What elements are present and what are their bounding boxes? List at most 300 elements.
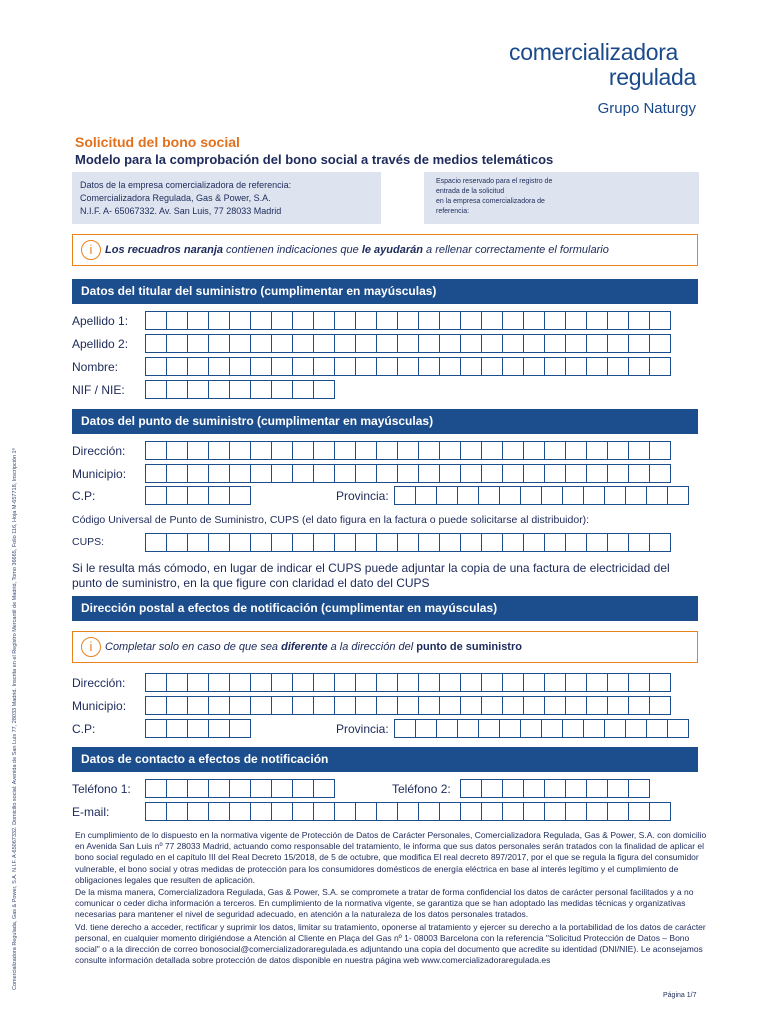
char-cell[interactable] [607, 311, 629, 330]
char-cell[interactable] [313, 673, 335, 692]
char-cell[interactable] [544, 673, 566, 692]
char-cell[interactable] [439, 533, 461, 552]
char-cell[interactable] [649, 334, 671, 353]
char-cell[interactable] [544, 533, 566, 552]
char-cell[interactable] [355, 533, 377, 552]
char-cell[interactable] [166, 357, 188, 376]
char-cell[interactable] [628, 357, 650, 376]
char-cell[interactable] [355, 802, 377, 821]
char-cell[interactable] [649, 802, 671, 821]
char-cell[interactable] [313, 696, 335, 715]
char-cell[interactable] [607, 464, 629, 483]
char-cell[interactable] [481, 533, 503, 552]
char-cell[interactable] [394, 486, 416, 505]
char-cell[interactable] [313, 357, 335, 376]
char-cell[interactable] [628, 696, 650, 715]
char-cell[interactable] [481, 334, 503, 353]
char-cell[interactable] [397, 311, 419, 330]
char-cell[interactable] [628, 334, 650, 353]
char-cell[interactable] [292, 311, 314, 330]
char-cell[interactable] [229, 673, 251, 692]
char-cell[interactable] [625, 486, 647, 505]
char-cell[interactable] [502, 441, 524, 460]
char-cell[interactable] [523, 334, 545, 353]
char-cell[interactable] [313, 380, 335, 399]
char-cell[interactable] [271, 673, 293, 692]
char-cell[interactable] [292, 334, 314, 353]
char-cell[interactable] [271, 334, 293, 353]
char-cell[interactable] [166, 486, 188, 505]
char-cell[interactable] [646, 486, 668, 505]
char-cell[interactable] [565, 533, 587, 552]
char-cell[interactable] [586, 696, 608, 715]
municipio-field[interactable] [145, 464, 671, 483]
char-cell[interactable] [460, 779, 482, 798]
char-cell[interactable] [355, 696, 377, 715]
char-cell[interactable] [376, 334, 398, 353]
char-cell[interactable] [418, 357, 440, 376]
char-cell[interactable] [460, 533, 482, 552]
char-cell[interactable] [439, 802, 461, 821]
char-cell[interactable] [292, 464, 314, 483]
char-cell[interactable] [250, 802, 272, 821]
char-cell[interactable] [397, 533, 419, 552]
char-cell[interactable] [145, 357, 167, 376]
char-cell[interactable] [271, 464, 293, 483]
char-cell[interactable] [418, 673, 440, 692]
char-cell[interactable] [418, 311, 440, 330]
char-cell[interactable] [562, 719, 584, 738]
char-cell[interactable] [208, 486, 230, 505]
char-cell[interactable] [187, 357, 209, 376]
char-cell[interactable] [481, 779, 503, 798]
char-cell[interactable] [625, 719, 647, 738]
char-cell[interactable] [457, 719, 479, 738]
char-cell[interactable] [544, 334, 566, 353]
char-cell[interactable] [460, 311, 482, 330]
char-cell[interactable] [397, 802, 419, 821]
char-cell[interactable] [166, 380, 188, 399]
char-cell[interactable] [586, 334, 608, 353]
char-cell[interactable] [541, 486, 563, 505]
char-cell[interactable] [544, 696, 566, 715]
char-cell[interactable] [250, 673, 272, 692]
char-cell[interactable] [208, 533, 230, 552]
apellido1-field[interactable] [145, 311, 671, 330]
char-cell[interactable] [565, 357, 587, 376]
char-cell[interactable] [439, 357, 461, 376]
char-cell[interactable] [628, 802, 650, 821]
char-cell[interactable] [229, 357, 251, 376]
char-cell[interactable] [376, 673, 398, 692]
char-cell[interactable] [187, 464, 209, 483]
char-cell[interactable] [418, 533, 440, 552]
char-cell[interactable] [334, 802, 356, 821]
char-cell[interactable] [439, 673, 461, 692]
char-cell[interactable] [334, 696, 356, 715]
char-cell[interactable] [187, 673, 209, 692]
char-cell[interactable] [565, 696, 587, 715]
char-cell[interactable] [313, 802, 335, 821]
char-cell[interactable] [583, 719, 605, 738]
char-cell[interactable] [355, 441, 377, 460]
char-cell[interactable] [355, 464, 377, 483]
char-cell[interactable] [502, 357, 524, 376]
char-cell[interactable] [229, 334, 251, 353]
char-cell[interactable] [292, 673, 314, 692]
char-cell[interactable] [502, 779, 524, 798]
char-cell[interactable] [208, 673, 230, 692]
char-cell[interactable] [523, 357, 545, 376]
char-cell[interactable] [628, 441, 650, 460]
char-cell[interactable] [166, 533, 188, 552]
char-cell[interactable] [394, 719, 416, 738]
char-cell[interactable] [250, 533, 272, 552]
char-cell[interactable] [565, 802, 587, 821]
direccion-field[interactable] [145, 441, 671, 460]
char-cell[interactable] [166, 779, 188, 798]
char-cell[interactable] [208, 334, 230, 353]
char-cell[interactable] [376, 696, 398, 715]
char-cell[interactable] [292, 357, 314, 376]
char-cell[interactable] [166, 719, 188, 738]
char-cell[interactable] [460, 357, 482, 376]
char-cell[interactable] [628, 533, 650, 552]
char-cell[interactable] [502, 533, 524, 552]
char-cell[interactable] [478, 486, 500, 505]
char-cell[interactable] [376, 311, 398, 330]
char-cell[interactable] [586, 533, 608, 552]
char-cell[interactable] [250, 311, 272, 330]
char-cell[interactable] [334, 334, 356, 353]
char-cell[interactable] [229, 486, 251, 505]
char-cell[interactable] [313, 441, 335, 460]
char-cell[interactable] [544, 311, 566, 330]
char-cell[interactable] [271, 380, 293, 399]
char-cell[interactable] [355, 673, 377, 692]
char-cell[interactable] [292, 533, 314, 552]
char-cell[interactable] [145, 719, 167, 738]
char-cell[interactable] [292, 441, 314, 460]
char-cell[interactable] [607, 441, 629, 460]
char-cell[interactable] [565, 441, 587, 460]
char-cell[interactable] [145, 334, 167, 353]
char-cell[interactable] [586, 673, 608, 692]
char-cell[interactable] [376, 802, 398, 821]
char-cell[interactable] [523, 464, 545, 483]
char-cell[interactable] [415, 486, 437, 505]
char-cell[interactable] [586, 464, 608, 483]
char-cell[interactable] [334, 533, 356, 552]
char-cell[interactable] [418, 334, 440, 353]
char-cell[interactable] [166, 673, 188, 692]
char-cell[interactable] [187, 380, 209, 399]
char-cell[interactable] [292, 779, 314, 798]
nif-field[interactable] [145, 380, 335, 399]
char-cell[interactable] [460, 464, 482, 483]
provincia-field[interactable] [394, 486, 689, 505]
char-cell[interactable] [166, 696, 188, 715]
char-cell[interactable] [565, 779, 587, 798]
char-cell[interactable] [649, 464, 671, 483]
char-cell[interactable] [271, 696, 293, 715]
char-cell[interactable] [250, 334, 272, 353]
email-field[interactable] [145, 802, 671, 821]
char-cell[interactable] [649, 357, 671, 376]
char-cell[interactable] [586, 357, 608, 376]
telefono2-field[interactable] [460, 779, 650, 798]
char-cell[interactable] [460, 696, 482, 715]
char-cell[interactable] [187, 779, 209, 798]
char-cell[interactable] [604, 719, 626, 738]
char-cell[interactable] [520, 486, 542, 505]
char-cell[interactable] [271, 357, 293, 376]
char-cell[interactable] [562, 486, 584, 505]
char-cell[interactable] [376, 441, 398, 460]
char-cell[interactable] [502, 311, 524, 330]
char-cell[interactable] [229, 719, 251, 738]
char-cell[interactable] [502, 802, 524, 821]
char-cell[interactable] [478, 719, 500, 738]
char-cell[interactable] [565, 311, 587, 330]
char-cell[interactable] [544, 357, 566, 376]
char-cell[interactable] [544, 464, 566, 483]
char-cell[interactable] [271, 533, 293, 552]
char-cell[interactable] [457, 486, 479, 505]
char-cell[interactable] [313, 779, 335, 798]
char-cell[interactable] [397, 357, 419, 376]
char-cell[interactable] [481, 357, 503, 376]
char-cell[interactable] [334, 441, 356, 460]
char-cell[interactable] [250, 779, 272, 798]
char-cell[interactable] [187, 533, 209, 552]
char-cell[interactable] [607, 357, 629, 376]
char-cell[interactable] [397, 334, 419, 353]
char-cell[interactable] [187, 334, 209, 353]
char-cell[interactable] [313, 334, 335, 353]
char-cell[interactable] [586, 441, 608, 460]
char-cell[interactable] [229, 779, 251, 798]
char-cell[interactable] [271, 802, 293, 821]
char-cell[interactable] [607, 779, 629, 798]
char-cell[interactable] [502, 464, 524, 483]
char-cell[interactable] [187, 802, 209, 821]
char-cell[interactable] [145, 533, 167, 552]
char-cell[interactable] [460, 441, 482, 460]
char-cell[interactable] [313, 464, 335, 483]
char-cell[interactable] [607, 802, 629, 821]
char-cell[interactable] [166, 441, 188, 460]
char-cell[interactable] [166, 334, 188, 353]
char-cell[interactable] [607, 533, 629, 552]
char-cell[interactable] [481, 464, 503, 483]
char-cell[interactable] [667, 486, 689, 505]
char-cell[interactable] [313, 533, 335, 552]
char-cell[interactable] [229, 802, 251, 821]
telefono1-field[interactable] [145, 779, 335, 798]
char-cell[interactable] [145, 486, 167, 505]
char-cell[interactable] [187, 486, 209, 505]
char-cell[interactable] [502, 673, 524, 692]
char-cell[interactable] [229, 464, 251, 483]
char-cell[interactable] [334, 464, 356, 483]
char-cell[interactable] [271, 441, 293, 460]
char-cell[interactable] [292, 380, 314, 399]
char-cell[interactable] [418, 441, 440, 460]
char-cell[interactable] [145, 380, 167, 399]
char-cell[interactable] [628, 464, 650, 483]
char-cell[interactable] [499, 719, 521, 738]
char-cell[interactable] [544, 441, 566, 460]
char-cell[interactable] [583, 486, 605, 505]
char-cell[interactable] [250, 464, 272, 483]
char-cell[interactable] [586, 779, 608, 798]
char-cell[interactable] [502, 696, 524, 715]
char-cell[interactable] [355, 311, 377, 330]
char-cell[interactable] [355, 357, 377, 376]
char-cell[interactable] [607, 334, 629, 353]
char-cell[interactable] [229, 311, 251, 330]
char-cell[interactable] [523, 802, 545, 821]
char-cell[interactable] [376, 357, 398, 376]
char-cell[interactable] [271, 311, 293, 330]
char-cell[interactable] [376, 464, 398, 483]
char-cell[interactable] [397, 441, 419, 460]
char-cell[interactable] [499, 486, 521, 505]
char-cell[interactable] [271, 779, 293, 798]
char-cell[interactable] [628, 311, 650, 330]
char-cell[interactable] [523, 779, 545, 798]
char-cell[interactable] [145, 802, 167, 821]
char-cell[interactable] [628, 779, 650, 798]
char-cell[interactable] [208, 802, 230, 821]
char-cell[interactable] [439, 311, 461, 330]
char-cell[interactable] [229, 533, 251, 552]
char-cell[interactable] [166, 464, 188, 483]
char-cell[interactable] [292, 696, 314, 715]
char-cell[interactable] [544, 779, 566, 798]
char-cell[interactable] [565, 673, 587, 692]
char-cell[interactable] [607, 673, 629, 692]
char-cell[interactable] [208, 357, 230, 376]
apellido2-field[interactable] [145, 334, 671, 353]
char-cell[interactable] [649, 441, 671, 460]
char-cell[interactable] [646, 719, 668, 738]
char-cell[interactable] [565, 464, 587, 483]
char-cell[interactable] [544, 802, 566, 821]
postal-direccion-field[interactable] [145, 673, 671, 692]
char-cell[interactable] [604, 486, 626, 505]
char-cell[interactable] [250, 357, 272, 376]
char-cell[interactable] [145, 441, 167, 460]
char-cell[interactable] [502, 334, 524, 353]
nombre-field[interactable] [145, 357, 671, 376]
char-cell[interactable] [208, 779, 230, 798]
char-cell[interactable] [334, 673, 356, 692]
char-cell[interactable] [145, 673, 167, 692]
char-cell[interactable] [229, 441, 251, 460]
char-cell[interactable] [229, 696, 251, 715]
cups-field[interactable] [145, 533, 671, 552]
char-cell[interactable] [334, 311, 356, 330]
postal-municipio-field[interactable] [145, 696, 671, 715]
char-cell[interactable] [187, 441, 209, 460]
char-cell[interactable] [481, 696, 503, 715]
char-cell[interactable] [667, 719, 689, 738]
char-cell[interactable] [208, 719, 230, 738]
char-cell[interactable] [520, 719, 542, 738]
char-cell[interactable] [355, 334, 377, 353]
char-cell[interactable] [208, 380, 230, 399]
char-cell[interactable] [376, 533, 398, 552]
char-cell[interactable] [397, 673, 419, 692]
char-cell[interactable] [229, 380, 251, 399]
char-cell[interactable] [649, 533, 671, 552]
char-cell[interactable] [586, 802, 608, 821]
char-cell[interactable] [523, 441, 545, 460]
char-cell[interactable] [649, 311, 671, 330]
char-cell[interactable] [250, 696, 272, 715]
postal-cp-field[interactable] [145, 719, 251, 738]
char-cell[interactable] [523, 311, 545, 330]
char-cell[interactable] [250, 380, 272, 399]
char-cell[interactable] [145, 464, 167, 483]
char-cell[interactable] [436, 719, 458, 738]
postal-provincia-field[interactable] [394, 719, 689, 738]
char-cell[interactable] [145, 779, 167, 798]
char-cell[interactable] [418, 464, 440, 483]
char-cell[interactable] [334, 357, 356, 376]
char-cell[interactable] [439, 464, 461, 483]
char-cell[interactable] [187, 696, 209, 715]
char-cell[interactable] [481, 311, 503, 330]
char-cell[interactable] [460, 334, 482, 353]
char-cell[interactable] [541, 719, 563, 738]
char-cell[interactable] [628, 673, 650, 692]
char-cell[interactable] [523, 696, 545, 715]
char-cell[interactable] [415, 719, 437, 738]
char-cell[interactable] [208, 441, 230, 460]
char-cell[interactable] [418, 696, 440, 715]
char-cell[interactable] [397, 464, 419, 483]
char-cell[interactable] [145, 311, 167, 330]
char-cell[interactable] [460, 802, 482, 821]
cp-field[interactable] [145, 486, 251, 505]
char-cell[interactable] [439, 334, 461, 353]
char-cell[interactable] [439, 696, 461, 715]
char-cell[interactable] [187, 311, 209, 330]
char-cell[interactable] [208, 696, 230, 715]
char-cell[interactable] [436, 486, 458, 505]
char-cell[interactable] [460, 673, 482, 692]
char-cell[interactable] [250, 441, 272, 460]
char-cell[interactable] [586, 311, 608, 330]
char-cell[interactable] [649, 673, 671, 692]
char-cell[interactable] [166, 802, 188, 821]
char-cell[interactable] [418, 802, 440, 821]
char-cell[interactable] [187, 719, 209, 738]
char-cell[interactable] [397, 696, 419, 715]
char-cell[interactable] [292, 802, 314, 821]
char-cell[interactable] [649, 696, 671, 715]
char-cell[interactable] [166, 311, 188, 330]
char-cell[interactable] [607, 696, 629, 715]
char-cell[interactable] [145, 696, 167, 715]
char-cell[interactable] [565, 334, 587, 353]
char-cell[interactable] [208, 464, 230, 483]
char-cell[interactable] [313, 311, 335, 330]
char-cell[interactable] [439, 441, 461, 460]
